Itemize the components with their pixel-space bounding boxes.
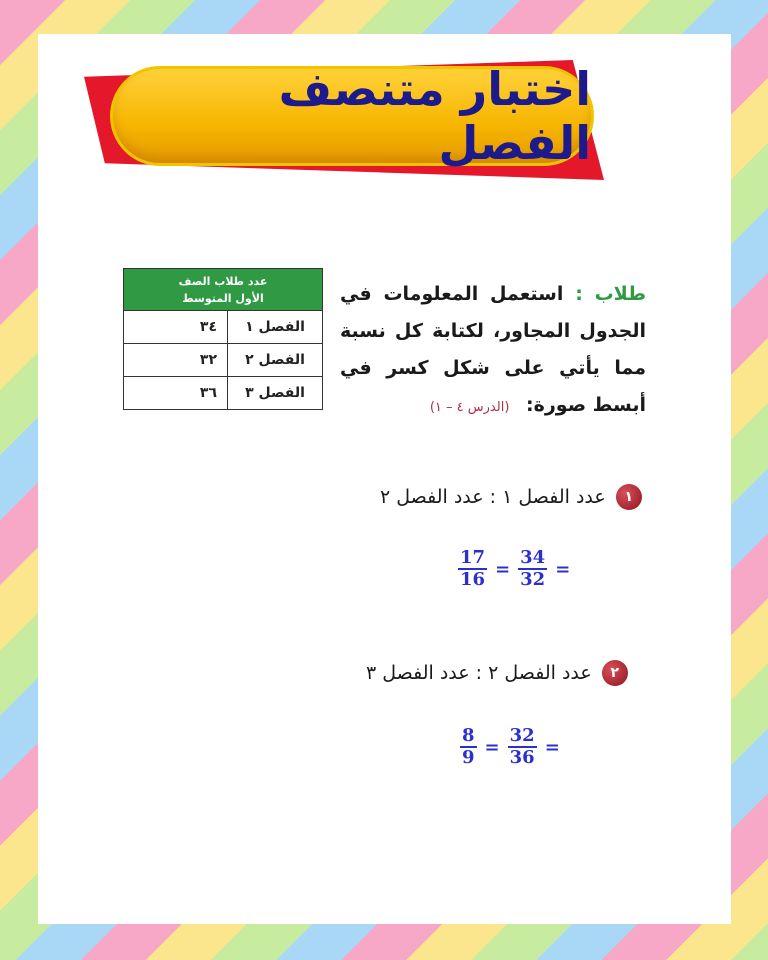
fraction-denominator: 36 — [509, 747, 535, 768]
question-text: عدد الفصل ٢ : عدد الفصل ٣ — [366, 662, 592, 684]
equals-sign: = — [484, 736, 500, 758]
equals-sign: = — [555, 558, 571, 580]
original-fraction — [518, 548, 547, 590]
problem-tag: طلاب : — [575, 283, 646, 305]
table-cell-label: الفصل ٣ — [227, 377, 322, 409]
simplified-fraction — [460, 726, 477, 768]
problem-text: استعمل المعلومات في الجدول المجاور، لكتابة كل نسبة مما يأتي على شكل كسر في أبسط صورة: — [340, 283, 646, 416]
question-1 — [380, 484, 642, 510]
table-header-line-2: الأول المتوسط — [182, 292, 264, 305]
table-cell-label: الفصل ١ — [227, 311, 322, 343]
question-number-badge: ١ — [616, 484, 642, 510]
table-row — [124, 376, 322, 409]
table-cell-value: ٣٦ — [199, 385, 217, 401]
lesson-reference: (الدرس ٤ – ١) — [429, 400, 510, 415]
equals-sign: = — [495, 558, 511, 580]
fraction-numerator: 8 — [462, 725, 475, 746]
answer-equation-1 — [458, 548, 572, 590]
fraction-numerator: 17 — [460, 547, 486, 568]
title-banner — [110, 62, 594, 170]
fraction-denominator: 9 — [462, 747, 475, 768]
table-cell-label: الفصل ٢ — [227, 344, 322, 376]
fraction-denominator: 32 — [520, 569, 546, 590]
question-2 — [366, 660, 628, 686]
original-fraction — [508, 726, 537, 768]
equals-sign: = — [544, 736, 560, 758]
problem-statement — [340, 276, 646, 426]
table-cell-value: ٣٤ — [199, 319, 217, 335]
table-header-line-1: عدد طلاب الصف — [178, 275, 268, 288]
simplified-fraction — [458, 548, 487, 590]
table-row — [124, 310, 322, 343]
page-title: اختبار متنصف الفصل — [278, 62, 591, 170]
fraction-numerator: 34 — [520, 547, 546, 568]
answer-equation-2 — [460, 726, 562, 768]
class-students-table — [123, 268, 323, 410]
question-number-badge: ٢ — [602, 660, 628, 686]
question-text: عدد الفصل ١ : عدد الفصل ٢ — [380, 486, 606, 508]
fraction-numerator: 32 — [509, 725, 535, 746]
table-cell-value: ٣٢ — [199, 352, 217, 368]
table-row — [124, 343, 322, 376]
fraction-denominator: 16 — [460, 569, 486, 590]
table-header — [124, 269, 322, 310]
